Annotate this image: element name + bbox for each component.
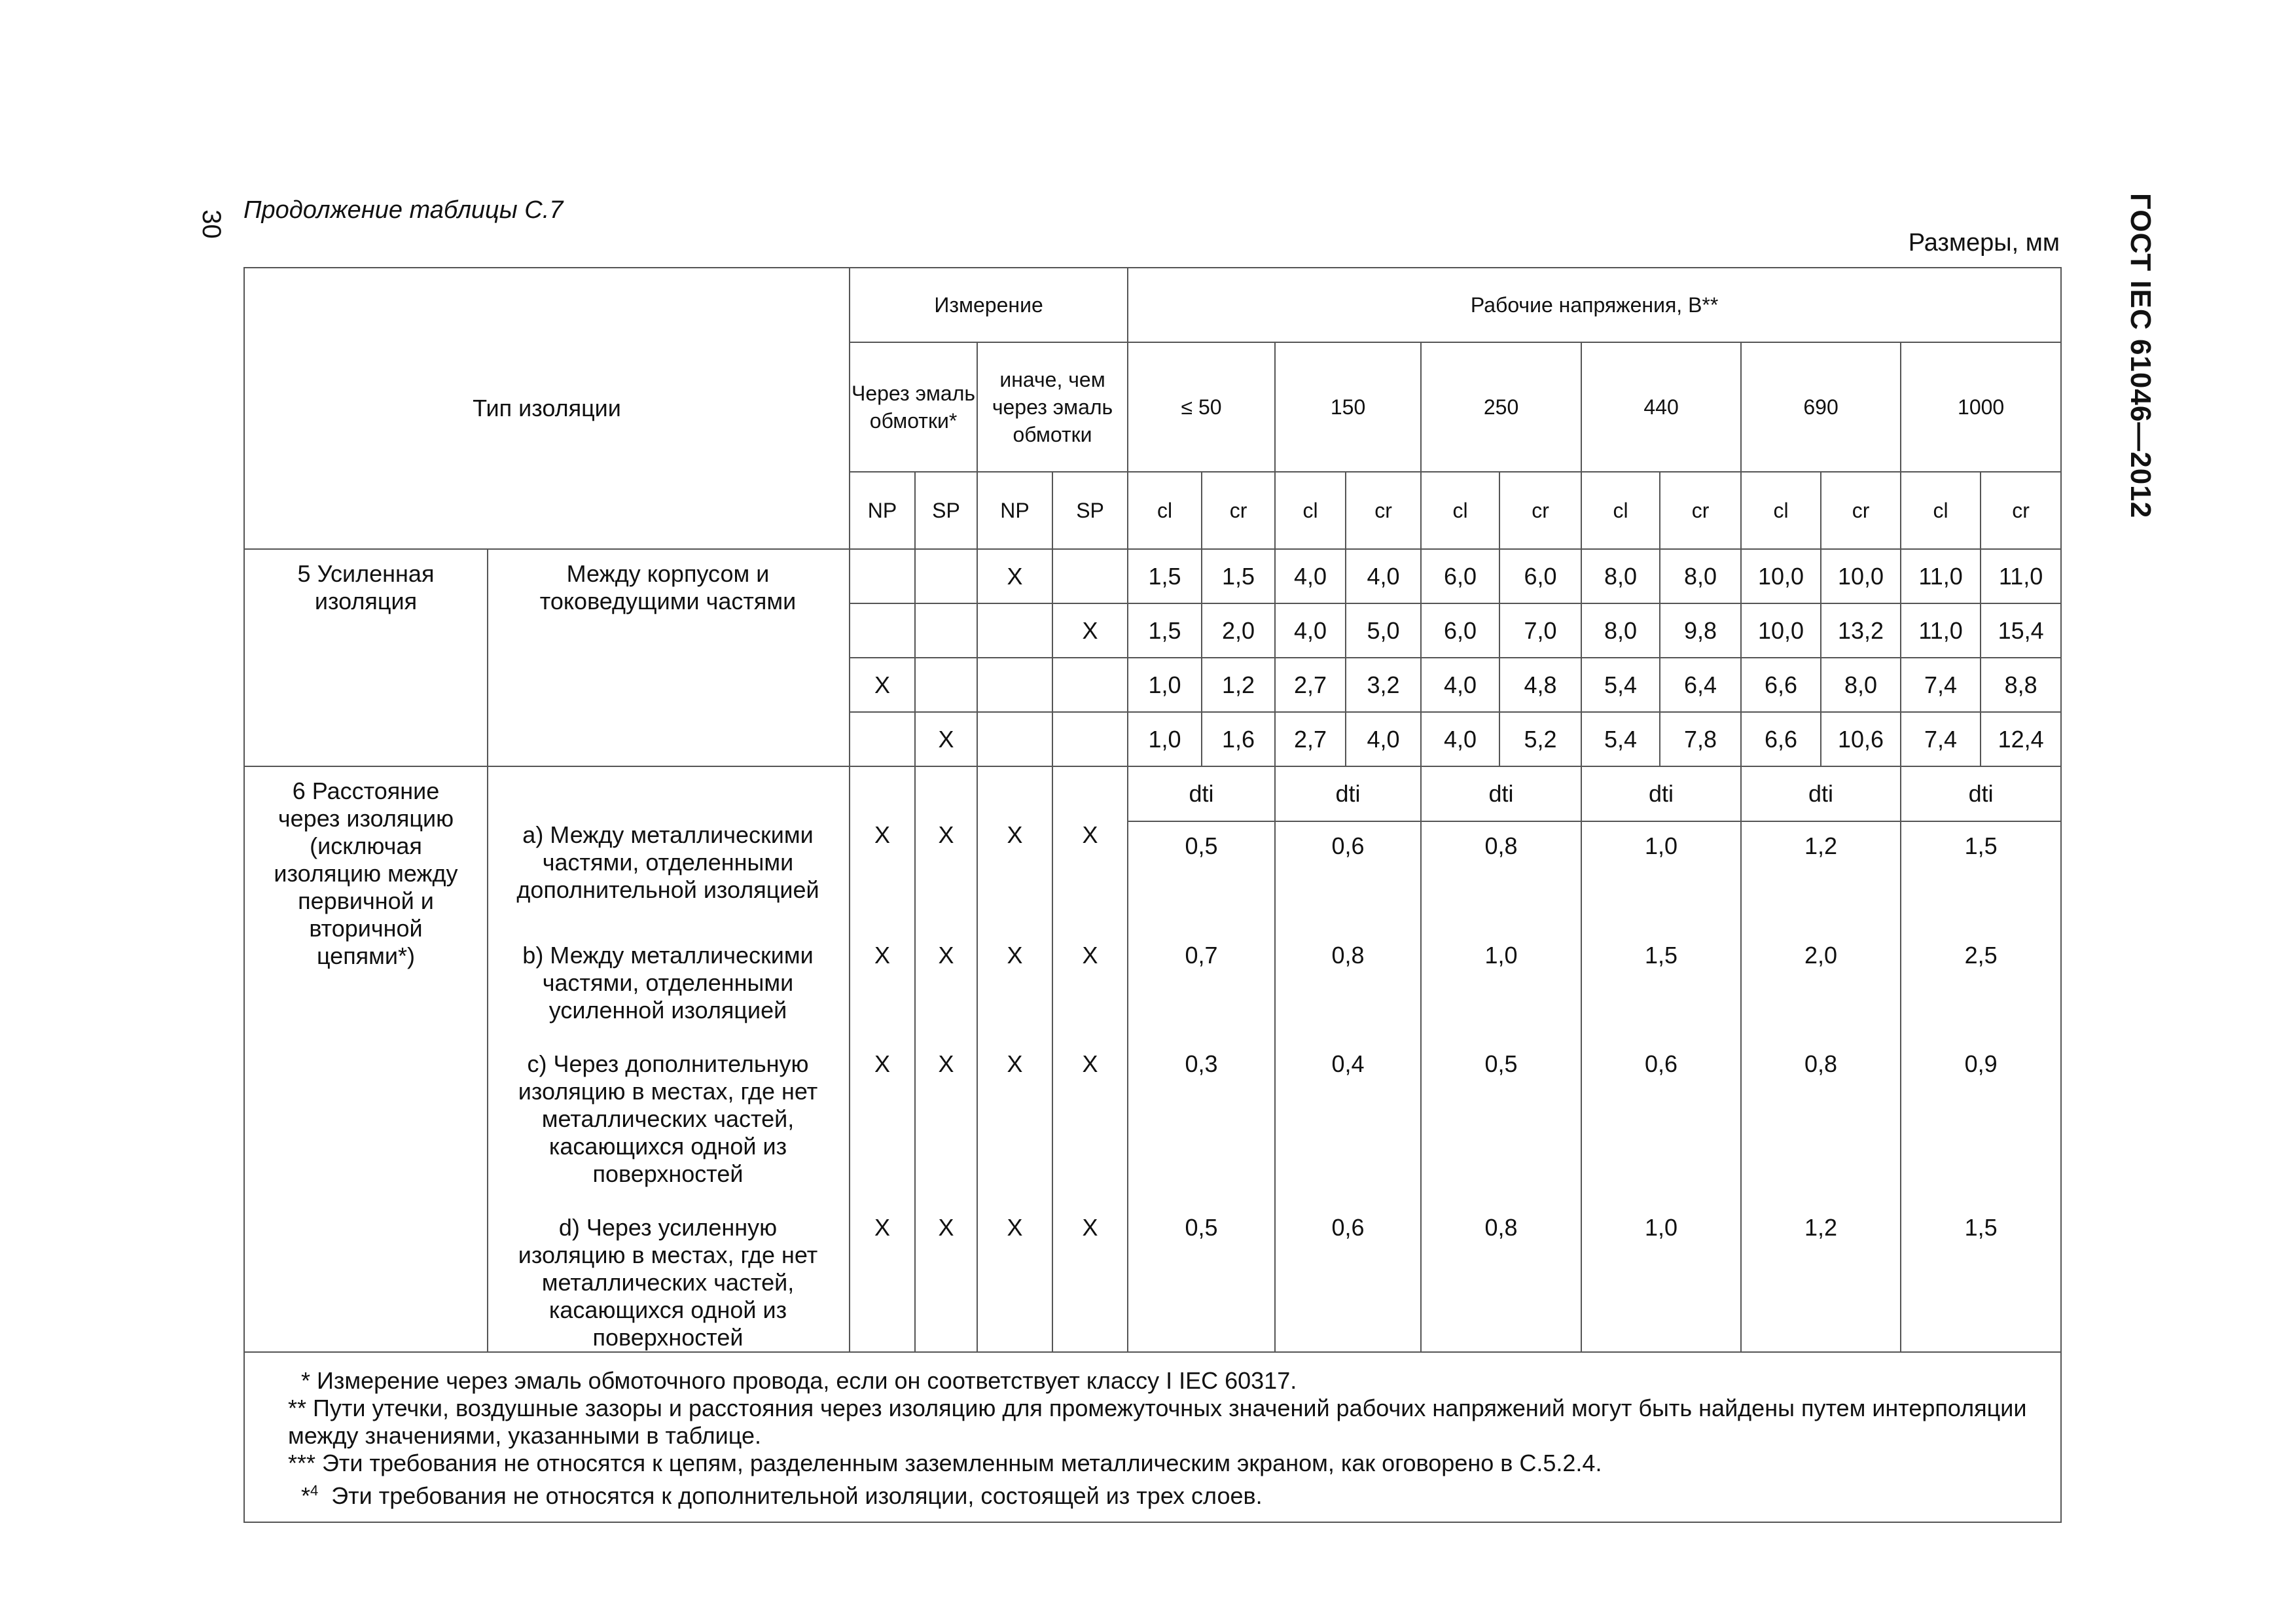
value-cell: 6,4	[1660, 658, 1741, 712]
header-cl: cl	[1901, 472, 1981, 549]
mark-cell	[915, 658, 977, 712]
value-cell: 0,9	[1901, 1040, 2061, 1204]
mark-cell: X	[850, 1040, 915, 1204]
mark-cell: X	[915, 821, 977, 931]
value-cell: 15,4	[1981, 603, 2061, 658]
footnote-1: * Измерение через эмаль обмоточного провода, если он соответствует классу I IEC 60317.	[301, 1367, 1297, 1394]
dti-header: dti	[1581, 766, 1741, 821]
value-cell: 11,0	[1901, 549, 1981, 603]
header-cr: cr	[1202, 472, 1275, 549]
value-cell: 6,0	[1421, 603, 1499, 658]
value-cell: 0,5	[1128, 821, 1275, 931]
mark-cell: X	[977, 1040, 1052, 1204]
value-cell: 0,4	[1275, 1040, 1421, 1204]
footnote-4-text: Эти требования не относятся к дополнительной изоляции, состоящей из трех слоев.	[331, 1482, 1263, 1509]
header-np: NP	[977, 472, 1052, 549]
header-voltage: 150	[1275, 342, 1421, 472]
header-np: NP	[850, 472, 915, 549]
value-cell: 8,0	[1821, 658, 1901, 712]
value-cell: 6,0	[1421, 549, 1499, 603]
value-cell: 10,0	[1741, 603, 1821, 658]
header-cr: cr	[1499, 472, 1581, 549]
mark-cell: X	[850, 658, 915, 712]
row6-desc-spacer	[488, 766, 850, 821]
mark-cell: X	[1052, 821, 1128, 931]
dti-header: dti	[1128, 766, 1275, 821]
row6-desc: a) Между металлическими частями, отделенными дополнительной изоляцией	[488, 821, 850, 931]
mark-cell	[977, 658, 1052, 712]
value-cell: 1,2	[1202, 658, 1275, 712]
value-cell: 1,5	[1128, 549, 1202, 603]
mark-cell: X	[977, 1204, 1052, 1352]
value-cell: 4,0	[1421, 712, 1499, 766]
value-cell: 1,5	[1901, 1204, 2061, 1352]
data-table	[243, 267, 2062, 1523]
value-cell: 11,0	[1901, 603, 1981, 658]
value-cell: 1,0	[1581, 821, 1741, 931]
dti-header: dti	[1421, 766, 1581, 821]
header-sp: SP	[1052, 472, 1128, 549]
mark-cell: X	[915, 931, 977, 1040]
value-cell: 5,0	[1346, 603, 1421, 658]
value-cell: 11,0	[1981, 549, 2061, 603]
mark-cell: X	[850, 821, 915, 931]
header-cl: cl	[1275, 472, 1346, 549]
value-cell: 10,0	[1741, 549, 1821, 603]
header-cl: cl	[1741, 472, 1821, 549]
row5-desc: Между корпусом и токоведущими частями	[488, 549, 850, 766]
header-voltage: 440	[1581, 342, 1741, 472]
value-cell: 1,2	[1741, 1204, 1901, 1352]
header-measurement: Измерение	[850, 268, 1128, 342]
header-voltage: 1000	[1901, 342, 2061, 472]
mark-cell	[1052, 712, 1128, 766]
document-code: ГОСТ IEC 61046—2012	[2125, 193, 2157, 519]
footnotes	[244, 1352, 2061, 1522]
header-cr: cr	[1346, 472, 1421, 549]
value-cell: 1,5	[1202, 549, 1275, 603]
value-cell: 12,4	[1981, 712, 2061, 766]
header-through-enamel: Через эмаль обмотки*	[850, 342, 977, 472]
row5-type: 5 Усиленная изоляция	[244, 549, 488, 766]
row6-desc: d) Через усиленную изоляцию в местах, где нет металлических частей, касающихся одной из поверхностей	[488, 1204, 850, 1352]
header-cr: cr	[1660, 472, 1741, 549]
value-cell: 5,4	[1581, 658, 1660, 712]
mark-cell	[850, 549, 915, 603]
mark-cell	[1052, 549, 1128, 603]
value-cell: 2,7	[1275, 658, 1346, 712]
value-cell: 10,0	[1821, 549, 1901, 603]
value-cell: 2,7	[1275, 712, 1346, 766]
value-cell: 1,0	[1421, 931, 1581, 1040]
row6-type: 6 Расстояние через изоляцию (исключая изоляцию между первичной и вторичной цепями*)	[244, 766, 488, 1352]
units-label: Размеры, мм	[1908, 229, 2060, 257]
value-cell: 1,5	[1128, 603, 1202, 658]
value-cell: 4,0	[1275, 603, 1346, 658]
value-cell: 7,4	[1901, 658, 1981, 712]
value-cell: 1,0	[1581, 1204, 1741, 1352]
value-cell: 0,5	[1128, 1204, 1275, 1352]
value-cell: 1,0	[1128, 658, 1202, 712]
value-cell: 0,6	[1275, 821, 1421, 931]
header-otherwise: иначе, чем через эмаль обмотки	[977, 342, 1128, 472]
value-cell: 5,2	[1499, 712, 1581, 766]
value-cell: 4,0	[1346, 549, 1421, 603]
value-cell: 0,8	[1421, 821, 1581, 931]
mark-cell: X	[977, 931, 1052, 1040]
header-voltages: Рабочие напряжения, В**	[1128, 268, 2061, 342]
mark-cell: X	[1052, 931, 1128, 1040]
row6-desc: c) Через дополнительную изоляцию в местах, где нет металлических частей, касающихся одной из поверхностей	[488, 1040, 850, 1204]
footnote-2: ** Пути утечки, воздушные зазоры и расстояния через изоляцию для промежуточных значений рабочих напряжений могут быть найдены путем интерполяции между значениями, указанными в таблице.	[288, 1395, 2027, 1449]
mark-cell: X	[915, 712, 977, 766]
value-cell: 13,2	[1821, 603, 1901, 658]
mark-cell	[850, 603, 915, 658]
value-cell: 8,0	[1581, 549, 1660, 603]
mark-cell: X	[977, 821, 1052, 931]
footnote-3: *** Эти требования не относятся к цепям, разделенным заземленным металлическим экраном, как оговорено в С.5.2.4.	[288, 1450, 1602, 1476]
value-cell: 1,0	[1128, 712, 1202, 766]
value-cell: 4,8	[1499, 658, 1581, 712]
value-cell: 2,0	[1741, 931, 1901, 1040]
mark-cell: X	[1052, 1204, 1128, 1352]
value-cell: 8,0	[1660, 549, 1741, 603]
value-cell: 6,0	[1499, 549, 1581, 603]
header-sp: SP	[915, 472, 977, 549]
mark-cell	[915, 549, 977, 603]
value-cell: 1,5	[1901, 821, 2061, 931]
value-cell: 7,0	[1499, 603, 1581, 658]
mark-cell	[1052, 766, 1128, 821]
dti-header: dti	[1741, 766, 1901, 821]
mark-cell	[850, 766, 915, 821]
mark-cell: X	[850, 1204, 915, 1352]
value-cell: 5,4	[1581, 712, 1660, 766]
dti-header: dti	[1901, 766, 2061, 821]
value-cell: 8,8	[1981, 658, 2061, 712]
table-caption: Продолжение таблицы С.7	[243, 196, 564, 224]
value-cell: 0,7	[1128, 931, 1275, 1040]
value-cell: 6,6	[1741, 658, 1821, 712]
header-type: Тип изоляции	[244, 268, 850, 549]
value-cell: 7,8	[1660, 712, 1741, 766]
value-cell: 0,8	[1275, 931, 1421, 1040]
value-cell: 4,0	[1275, 549, 1346, 603]
value-cell: 4,0	[1346, 712, 1421, 766]
value-cell: 6,6	[1741, 712, 1821, 766]
value-cell: 8,0	[1581, 603, 1660, 658]
mark-cell	[1052, 658, 1128, 712]
header-voltage: 690	[1741, 342, 1901, 472]
footnote-4-sup: 4	[310, 1482, 319, 1499]
value-cell: 0,3	[1128, 1040, 1275, 1204]
header-voltage: 250	[1421, 342, 1581, 472]
row6-desc: b) Между металлическими частями, отделенными усиленной изоляцией	[488, 931, 850, 1040]
mark-cell: X	[915, 1204, 977, 1352]
mark-cell: X	[977, 549, 1052, 603]
value-cell: 2,5	[1901, 931, 2061, 1040]
mark-cell	[977, 603, 1052, 658]
mark-cell: X	[915, 1040, 977, 1204]
value-cell: 0,6	[1581, 1040, 1741, 1204]
value-cell: 0,5	[1421, 1040, 1581, 1204]
header-cl: cl	[1421, 472, 1499, 549]
value-cell: 4,0	[1421, 658, 1499, 712]
header-cr: cr	[1821, 472, 1901, 549]
value-cell: 0,6	[1275, 1204, 1421, 1352]
value-cell: 1,2	[1741, 821, 1901, 931]
mark-cell: X	[850, 931, 915, 1040]
mark-cell	[850, 712, 915, 766]
mark-cell: X	[1052, 603, 1128, 658]
footnote-4-mark: *	[301, 1482, 311, 1509]
mark-cell	[915, 766, 977, 821]
value-cell: 0,8	[1741, 1040, 1901, 1204]
header-cl: cl	[1128, 472, 1202, 549]
value-cell: 7,4	[1901, 712, 1981, 766]
mark-cell	[915, 603, 977, 658]
header-voltage: ≤ 50	[1128, 342, 1275, 472]
value-cell: 3,2	[1346, 658, 1421, 712]
mark-cell	[977, 766, 1052, 821]
header-cl: cl	[1581, 472, 1660, 549]
mark-cell: X	[1052, 1040, 1128, 1204]
dti-header: dti	[1275, 766, 1421, 821]
value-cell: 2,0	[1202, 603, 1275, 658]
value-cell: 10,6	[1821, 712, 1901, 766]
value-cell: 0,8	[1421, 1204, 1581, 1352]
value-cell: 1,5	[1581, 931, 1741, 1040]
mark-cell	[977, 712, 1052, 766]
header-cr: cr	[1981, 472, 2061, 549]
value-cell: 1,6	[1202, 712, 1275, 766]
footnote-4	[262, 1477, 2043, 1510]
value-cell: 9,8	[1660, 603, 1741, 658]
page-number: 30	[196, 209, 226, 239]
